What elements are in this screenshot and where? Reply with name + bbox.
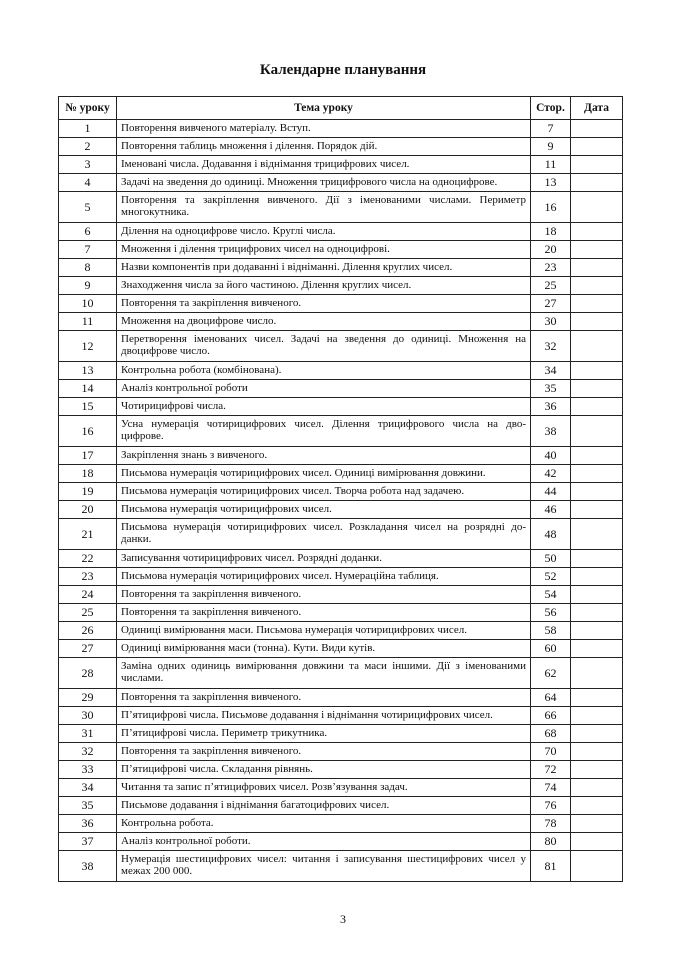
page-cell: 46 xyxy=(531,501,571,519)
page-cell: 44 xyxy=(531,483,571,501)
table-row xyxy=(59,138,623,156)
page-cell: 40 xyxy=(531,447,571,465)
lesson-topic-cell: Повторення та закріплення вивченого. xyxy=(117,586,531,604)
page-cell: 13 xyxy=(531,174,571,192)
lesson-number-cell: 28 xyxy=(59,658,117,689)
page-cell: 56 xyxy=(531,604,571,622)
table-row xyxy=(59,658,623,689)
page-cell: 11 xyxy=(531,156,571,174)
page-cell: 64 xyxy=(531,689,571,707)
date-cell xyxy=(571,851,623,882)
page-cell: 35 xyxy=(531,380,571,398)
lesson-topic-cell: Закріплення знань з вивченого. xyxy=(117,447,531,465)
page-cell: 27 xyxy=(531,295,571,313)
lesson-number-cell: 37 xyxy=(59,833,117,851)
lesson-number-cell: 6 xyxy=(59,223,117,241)
date-cell xyxy=(571,362,623,380)
lesson-number-cell: 14 xyxy=(59,380,117,398)
date-cell xyxy=(571,120,623,138)
table-row xyxy=(59,331,623,362)
lesson-number-cell: 22 xyxy=(59,550,117,568)
page-cell: 62 xyxy=(531,658,571,689)
page-cell: 30 xyxy=(531,313,571,331)
page-cell: 80 xyxy=(531,833,571,851)
page-cell: 81 xyxy=(531,851,571,882)
lesson-topic-cell: Нумерація шестицифрових чисел: читання і записування шестицифрових чисел у межах 200 000. xyxy=(117,851,531,882)
table-row xyxy=(59,550,623,568)
lesson-number-cell: 8 xyxy=(59,259,117,277)
lesson-number-cell: 4 xyxy=(59,174,117,192)
lesson-plan-table xyxy=(58,96,623,882)
lesson-topic-cell: Ділення на одноцифрове число. Круглі числа. xyxy=(117,223,531,241)
table-row xyxy=(59,447,623,465)
lesson-topic-cell: Повторення та закріплення вивченого. xyxy=(117,604,531,622)
table-row xyxy=(59,192,623,223)
table-row xyxy=(59,622,623,640)
lesson-number-cell: 27 xyxy=(59,640,117,658)
page-cell: 16 xyxy=(531,192,571,223)
date-cell xyxy=(571,797,623,815)
lesson-topic-cell: Одиниці вимірювання маси. Письмова нумерація чотирицифрових чисел. xyxy=(117,622,531,640)
lesson-topic-cell: Повторення та закріплення вивченого. Дії з іменованими числами. Периметр многокутника. xyxy=(117,192,531,223)
lesson-number-cell: 21 xyxy=(59,519,117,550)
date-cell xyxy=(571,447,623,465)
date-cell xyxy=(571,156,623,174)
lesson-topic-cell: Назви компонентів при додаванні і відніманні. Ділення круглих чисел. xyxy=(117,259,531,277)
date-cell xyxy=(571,295,623,313)
lesson-number-cell: 29 xyxy=(59,689,117,707)
date-cell xyxy=(571,313,623,331)
date-cell xyxy=(571,174,623,192)
page-cell: 38 xyxy=(531,416,571,447)
date-cell xyxy=(571,761,623,779)
table-header-row xyxy=(59,97,623,120)
page-cell: 74 xyxy=(531,779,571,797)
lesson-number-cell: 18 xyxy=(59,465,117,483)
table-row xyxy=(59,241,623,259)
page-cell: 36 xyxy=(531,398,571,416)
date-cell xyxy=(571,622,623,640)
table-row xyxy=(59,483,623,501)
table-row xyxy=(59,743,623,761)
page-cell: 52 xyxy=(531,568,571,586)
page-cell: 34 xyxy=(531,362,571,380)
date-cell xyxy=(571,331,623,362)
header-date: Дата xyxy=(571,97,623,120)
table-row xyxy=(59,120,623,138)
table-row xyxy=(59,465,623,483)
date-cell xyxy=(571,241,623,259)
table-row xyxy=(59,707,623,725)
date-cell xyxy=(571,380,623,398)
lesson-topic-cell: Повторення та закріплення вивченого. xyxy=(117,295,531,313)
lesson-number-cell: 30 xyxy=(59,707,117,725)
page-cell: 78 xyxy=(531,815,571,833)
page-cell: 23 xyxy=(531,259,571,277)
lesson-number-cell: 26 xyxy=(59,622,117,640)
lesson-topic-cell: Чотирицифрові числа. xyxy=(117,398,531,416)
table-row xyxy=(59,689,623,707)
date-cell xyxy=(571,689,623,707)
date-cell xyxy=(571,568,623,586)
lesson-number-cell: 2 xyxy=(59,138,117,156)
lesson-topic-cell: Письмова нумерація чотирицифрових чисел. Розкладання чисел на розрядні до- данки. xyxy=(117,519,531,550)
lesson-number-cell: 23 xyxy=(59,568,117,586)
date-cell xyxy=(571,483,623,501)
lesson-number-cell: 7 xyxy=(59,241,117,259)
table-row xyxy=(59,295,623,313)
lesson-number-cell: 31 xyxy=(59,725,117,743)
lesson-topic-cell: Іменовані числа. Додавання і віднімання трицифрових чисел. xyxy=(117,156,531,174)
date-cell xyxy=(571,640,623,658)
date-cell xyxy=(571,416,623,447)
lesson-number-cell: 38 xyxy=(59,851,117,882)
table-row xyxy=(59,604,623,622)
lesson-topic-cell: П’ятицифрові числа. Письмове додавання і віднімання чотирицифрових чисел. xyxy=(117,707,531,725)
page-number: 3 xyxy=(340,912,346,926)
page-cell: 66 xyxy=(531,707,571,725)
table-row xyxy=(59,156,623,174)
lesson-topic-cell: Аналіз контрольної роботи xyxy=(117,380,531,398)
lesson-topic-cell: Письмова нумерація чотирицифрових чисел. Одиниці вимірювання довжини. xyxy=(117,465,531,483)
lesson-number-cell: 15 xyxy=(59,398,117,416)
table-row xyxy=(59,223,623,241)
date-cell xyxy=(571,550,623,568)
lesson-topic-cell: Письмова нумерація чотирицифрових чисел. xyxy=(117,501,531,519)
page-cell: 7 xyxy=(531,120,571,138)
date-cell xyxy=(571,586,623,604)
table-row xyxy=(59,640,623,658)
lesson-topic-cell: Знаходження числа за його частиною. Ділення круглих чисел. xyxy=(117,277,531,295)
table-row xyxy=(59,568,623,586)
date-cell xyxy=(571,277,623,295)
lesson-topic-cell: Одиниці вимірювання маси (тонна). Кути. Види кутів. xyxy=(117,640,531,658)
lesson-number-cell: 24 xyxy=(59,586,117,604)
lesson-number-cell: 34 xyxy=(59,779,117,797)
table-row xyxy=(59,398,623,416)
lesson-number-cell: 16 xyxy=(59,416,117,447)
date-cell xyxy=(571,465,623,483)
date-cell xyxy=(571,707,623,725)
lesson-topic-cell: Контрольна робота. xyxy=(117,815,531,833)
table-row xyxy=(59,851,623,882)
lesson-topic-cell: Множення і ділення трицифрових чисел на одноцифрові. xyxy=(117,241,531,259)
page-cell: 48 xyxy=(531,519,571,550)
lesson-topic-cell: Перетворення іменованих чисел. Задачі на зведення до одиниці. Множення на двоцифрове число. xyxy=(117,331,531,362)
date-cell xyxy=(571,743,623,761)
lesson-topic-cell: Повторення та закріплення вивченого. xyxy=(117,743,531,761)
table-row xyxy=(59,797,623,815)
lesson-topic-cell: Заміна одних одиниць вимірювання довжини та маси іншими. Дії з іменованими числами. xyxy=(117,658,531,689)
page-cell: 50 xyxy=(531,550,571,568)
lesson-topic-cell: П’ятицифрові числа. Периметр трикутника. xyxy=(117,725,531,743)
header-lesson-topic: Тема уроку xyxy=(117,97,531,120)
lesson-topic-cell: Письмова нумерація чотирицифрових чисел. Нумераційна таблиця. xyxy=(117,568,531,586)
lesson-topic-cell: Записування чотирицифрових чисел. Розрядні доданки. xyxy=(117,550,531,568)
page-cell: 68 xyxy=(531,725,571,743)
table-row xyxy=(59,815,623,833)
table-row xyxy=(59,501,623,519)
page-cell: 60 xyxy=(531,640,571,658)
lesson-topic-cell: Повторення та закріплення вивченого. xyxy=(117,689,531,707)
lesson-number-cell: 11 xyxy=(59,313,117,331)
lesson-topic-cell: Задачі на зведення до одиниці. Множення трицифрового числа на одноцифрове. xyxy=(117,174,531,192)
lesson-number-cell: 12 xyxy=(59,331,117,362)
table-row xyxy=(59,380,623,398)
table-row xyxy=(59,519,623,550)
table-body xyxy=(59,120,623,882)
lesson-number-cell: 13 xyxy=(59,362,117,380)
page-cell: 20 xyxy=(531,241,571,259)
page-cell: 76 xyxy=(531,797,571,815)
page-cell: 54 xyxy=(531,586,571,604)
lesson-number-cell: 17 xyxy=(59,447,117,465)
date-cell xyxy=(571,604,623,622)
page-cell: 58 xyxy=(531,622,571,640)
table-row xyxy=(59,259,623,277)
table-row xyxy=(59,277,623,295)
date-cell xyxy=(571,725,623,743)
lesson-topic-cell: Множення на двоцифрове число. xyxy=(117,313,531,331)
date-cell xyxy=(571,658,623,689)
lesson-topic-cell: Читання та запис п’ятицифрових чисел. Розв’язування задач. xyxy=(117,779,531,797)
table-row xyxy=(59,416,623,447)
page-cell: 9 xyxy=(531,138,571,156)
lesson-number-cell: 32 xyxy=(59,743,117,761)
table-row xyxy=(59,761,623,779)
lesson-topic-cell: Аналіз контрольної роботи. xyxy=(117,833,531,851)
lesson-number-cell: 10 xyxy=(59,295,117,313)
date-cell xyxy=(571,833,623,851)
page-cell: 32 xyxy=(531,331,571,362)
header-lesson-number: № уроку xyxy=(59,97,117,120)
page-cell: 42 xyxy=(531,465,571,483)
lesson-number-cell: 1 xyxy=(59,120,117,138)
lesson-number-cell: 33 xyxy=(59,761,117,779)
date-cell xyxy=(571,779,623,797)
lesson-number-cell: 25 xyxy=(59,604,117,622)
table-row xyxy=(59,313,623,331)
page-cell: 72 xyxy=(531,761,571,779)
header-page: Стор. xyxy=(531,97,571,120)
lesson-number-cell: 20 xyxy=(59,501,117,519)
lesson-number-cell: 5 xyxy=(59,192,117,223)
date-cell xyxy=(571,138,623,156)
lesson-topic-cell: Повторення вивченого матеріалу. Вступ. xyxy=(117,120,531,138)
table-row xyxy=(59,362,623,380)
page-cell: 18 xyxy=(531,223,571,241)
page-cell: 70 xyxy=(531,743,571,761)
table-row xyxy=(59,833,623,851)
page-title: Календарне планування xyxy=(259,62,427,78)
date-cell xyxy=(571,519,623,550)
table-row xyxy=(59,779,623,797)
lesson-topic-cell: Письмове додавання і віднімання багатоцифрових чисел. xyxy=(117,797,531,815)
table-row xyxy=(59,725,623,743)
table-row xyxy=(59,586,623,604)
date-cell xyxy=(571,815,623,833)
page-cell: 25 xyxy=(531,277,571,295)
lesson-number-cell: 35 xyxy=(59,797,117,815)
date-cell xyxy=(571,398,623,416)
lesson-topic-cell: Письмова нумерація чотирицифрових чисел. Творча робота над задачею. xyxy=(117,483,531,501)
lesson-number-cell: 19 xyxy=(59,483,117,501)
lesson-number-cell: 3 xyxy=(59,156,117,174)
date-cell xyxy=(571,259,623,277)
date-cell xyxy=(571,192,623,223)
lesson-number-cell: 36 xyxy=(59,815,117,833)
lesson-number-cell: 9 xyxy=(59,277,117,295)
date-cell xyxy=(571,501,623,519)
lesson-topic-cell: П’ятицифрові числа. Складання рівнянь. xyxy=(117,761,531,779)
lesson-topic-cell: Повторення таблиць множення і ділення. Порядок дій. xyxy=(117,138,531,156)
table-row xyxy=(59,174,623,192)
date-cell xyxy=(571,223,623,241)
lesson-topic-cell: Контрольна робота (комбінована). xyxy=(117,362,531,380)
lesson-topic-cell: Усна нумерація чотирицифрових чисел. Ділення трицифрового числа на дво- цифрове. xyxy=(117,416,531,447)
